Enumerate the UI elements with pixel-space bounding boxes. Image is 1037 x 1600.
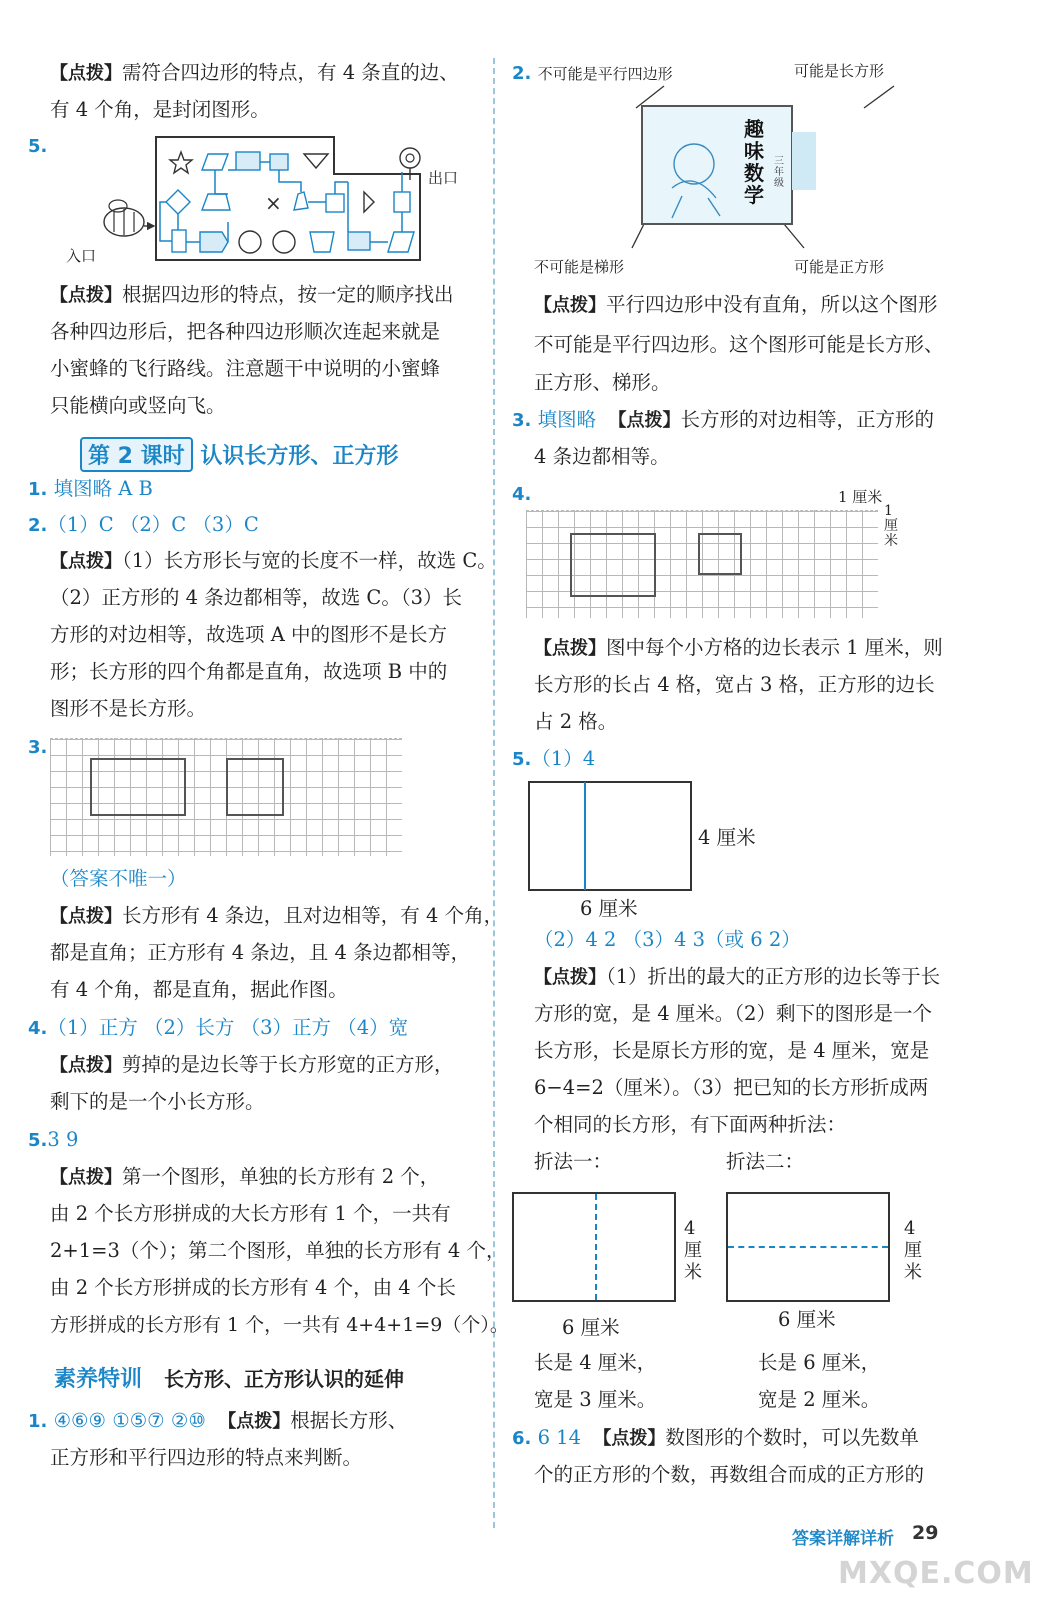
rectangle-shape-2 bbox=[394, 192, 410, 212]
fold-side-label: 4 厘米 bbox=[698, 826, 756, 849]
watermark: MXQE.COM bbox=[838, 1556, 1034, 1591]
tip-r5-line5: 个相同的长方形，有下面两种折法： bbox=[534, 1113, 847, 1136]
tip-a5-line2: 由 2 个长方形拼成的大长方形有 1 个，一共有 bbox=[50, 1202, 451, 1225]
lesson-title: 认识长方形、正方形 bbox=[200, 444, 399, 469]
quadrilateral-shape bbox=[294, 192, 308, 210]
grid-unit-horizontal: 1 厘米 bbox=[838, 488, 883, 506]
tip-a2-line4: 形；长方形的四个角都是直角，故选项 B 中的 bbox=[50, 660, 448, 683]
square-shape bbox=[270, 154, 288, 170]
lesson-badge: 第 2 课时 bbox=[80, 437, 193, 472]
tip-r5-line4: 6−4=2（厘米）。（3）把已知的长方形折成两 bbox=[534, 1076, 929, 1099]
tip-a3-line1: 【点拨】长方形有 4 条边，且对边相等，有 4 个角， bbox=[50, 904, 504, 927]
fold-rectangle bbox=[528, 781, 692, 891]
answer-3-note: （答案不唯一） bbox=[50, 867, 187, 890]
parallelogram-shape-2 bbox=[388, 232, 414, 252]
label-may-be-square: 可能是正方形 bbox=[794, 258, 885, 276]
tip-r2-line1: 【点拨】平行四边形中没有直角，所以这个图形 bbox=[534, 293, 938, 316]
rectangle-shape bbox=[236, 152, 260, 170]
grid-unit-vertical: 1 厘米 bbox=[884, 503, 898, 549]
fold-method-2-side: 4厘米 bbox=[904, 1218, 922, 1283]
square-shape-2 bbox=[326, 194, 344, 212]
tip-a5-line5: 方形拼成的长方形有 1 个，一共有 4+4+1=9（个）。 bbox=[50, 1314, 509, 1336]
book-title: 趣味数学 bbox=[744, 117, 764, 207]
fold-method-2-line bbox=[728, 1246, 888, 1248]
tip-a5-line1: 【点拨】第一个图形，单独的长方形有 2 个， bbox=[50, 1165, 440, 1188]
footer-answer-badge: 答案详解详析 bbox=[792, 1529, 894, 1549]
page-number: 29 bbox=[912, 1522, 939, 1544]
tip-q4-line1: 【点拨】需符合四边形的特点，有 4 条直的边、 bbox=[50, 61, 459, 84]
fold-line bbox=[584, 782, 586, 890]
tip-r4-line3: 占 2 格。 bbox=[534, 710, 618, 733]
tip-a3-line2: 都是直角；正方形有 4 条边，且 4 条边都相等， bbox=[50, 941, 471, 964]
answer-r4-rectangle bbox=[570, 533, 656, 597]
answer-1: 1. 填图略 A B bbox=[28, 477, 153, 500]
special-training-title: 长方形、正方形认识的延伸 bbox=[164, 1367, 405, 1391]
tip-a2-line5: 图形不是长方形。 bbox=[50, 697, 207, 720]
tip-a4-line1: 【点拨】剪掉的是边长等于长方形宽的正方形， bbox=[50, 1053, 454, 1076]
fold-method-2-result-1: 长是 6 厘米， bbox=[758, 1351, 881, 1374]
fold-bottom-label: 6 厘米 bbox=[580, 897, 638, 920]
answer-r5-rest: （2）4 2 （3）4 3（或 6 2） bbox=[534, 928, 801, 951]
tip-a2-line1: 【点拨】（1）长方形长与宽的长度不一样，故选 C。 bbox=[50, 549, 497, 572]
answer-r5: 5.（1）4 bbox=[512, 747, 596, 770]
answer-2: 2.（1）C （2）C （3）C bbox=[28, 513, 259, 536]
triangle-shape bbox=[304, 154, 328, 168]
answer-3-number: 3. bbox=[28, 737, 48, 758]
fold-method-1-line bbox=[595, 1194, 597, 1300]
question-2-top-labels: 2. 不可能是平行四边形 bbox=[512, 63, 673, 84]
tip-r5-line1: 【点拨】（1）折出的最大的正方形的边长等于长 bbox=[534, 965, 941, 988]
tip-q4-line2: 有 4 个角，是封闭图形。 bbox=[50, 98, 270, 121]
fold-method-1-bottom: 6 厘米 bbox=[562, 1316, 620, 1339]
tip-r3-line2: 4 条边都相等。 bbox=[534, 445, 670, 468]
tip-r2-line2: 不可能是平行四边形。这个图形可能是长方形、 bbox=[534, 333, 944, 356]
answer-r3: 3. 填图略 【点拨】长方形的对边相等，正方形的 bbox=[512, 408, 935, 431]
book-grade: 三年级 bbox=[774, 156, 784, 189]
answer-3-square bbox=[226, 758, 284, 816]
special-tip-line2: 正方形和平行四边形的特点来判断。 bbox=[50, 1446, 363, 1469]
question-number-5: 5. bbox=[28, 136, 48, 157]
tip-r5-line3: 长方形，长是原长方形的宽，是 4 厘米，宽是 bbox=[534, 1039, 930, 1062]
special-training-badge: 素养特训 bbox=[54, 1367, 143, 1392]
flower-icon bbox=[400, 148, 420, 168]
answer-4: 4.（1）正方 （2）长方 （3）正方 （4）宽 bbox=[28, 1016, 409, 1039]
fold-method-1-result-1: 长是 4 厘米， bbox=[534, 1351, 657, 1374]
tip-q5-line4: 只能横向或竖向飞。 bbox=[50, 394, 226, 417]
maze-entry-label: 入口 bbox=[66, 247, 97, 265]
fold-method-1-side: 4厘米 bbox=[684, 1218, 702, 1283]
star-shape bbox=[170, 152, 192, 173]
pentagon-shape bbox=[200, 232, 228, 252]
fold-method-2-bottom: 6 厘米 bbox=[778, 1308, 836, 1331]
special-training-heading bbox=[54, 1362, 404, 1393]
tip-r5-line2: 方形的宽，是 4 厘米。（2）剩下的图形是一个 bbox=[534, 1002, 932, 1025]
lesson-heading bbox=[80, 437, 398, 472]
circle-shape-2 bbox=[273, 231, 295, 253]
column-divider bbox=[493, 58, 495, 1528]
parallelogram-shape bbox=[202, 154, 228, 170]
tip-a3-line3: 有 4 个角，都是直角，据此作图。 bbox=[50, 978, 348, 1001]
fold-method-1-label: 折法一： bbox=[534, 1150, 613, 1173]
trapezoid-shape bbox=[202, 194, 230, 210]
fold-method-2-label: 折法二： bbox=[726, 1150, 805, 1173]
book-edge bbox=[792, 132, 816, 190]
answer-3-rectangle bbox=[90, 758, 186, 816]
tip-r6-line2: 个的正方形的个数，再数组合而成的正方形的 bbox=[534, 1463, 925, 1486]
tip-q5-line1: 【点拨】根据四边形的特点，按一定的顺序找出 bbox=[50, 283, 454, 306]
tip-r2-line3: 正方形、梯形。 bbox=[534, 371, 671, 394]
label-may-be-rectangle: 可能是长方形 bbox=[794, 62, 885, 80]
label-not-trapezoid: 不可能是梯形 bbox=[534, 258, 625, 276]
answer-5: 5.3 9 bbox=[28, 1128, 79, 1151]
rhombus-shape bbox=[166, 190, 190, 214]
trapezoid-shape-2 bbox=[310, 232, 334, 252]
fold-method-2-result-2: 宽是 2 厘米。 bbox=[758, 1388, 881, 1411]
answer-r6: 6. 6 14 【点拨】数图形的个数时，可以先数单 bbox=[512, 1426, 919, 1449]
answer-r4-number: 4. bbox=[512, 484, 532, 505]
rectangle-shape-3 bbox=[172, 230, 186, 252]
cross-mark: × bbox=[265, 191, 282, 215]
fold-method-1-result-2: 宽是 3 厘米。 bbox=[534, 1388, 657, 1411]
maze-exit-label: 出口 bbox=[428, 169, 459, 187]
tip-a2-line3: 方形的对边相等，故选项 A 中的图形不是长方 bbox=[50, 623, 447, 646]
tip-a2-line2: （2）正方形的 4 条边都相等，故选 C。（3）长 bbox=[50, 586, 462, 609]
circle-shape bbox=[239, 231, 261, 253]
tip-a5-line4: 由 2 个长方形拼成的长方形有 4 个，由 4 个长 bbox=[50, 1276, 456, 1299]
rectangle-shape-4 bbox=[348, 232, 370, 250]
tip-q5-line3: 小蜜蜂的飞行路线。注意题干中说明的小蜜蜂 bbox=[50, 357, 441, 380]
tip-r4-line1: 【点拨】图中每个小方格的边长表示 1 厘米，则 bbox=[534, 636, 943, 659]
special-answer-1: 1. ④⑥⑨ ①⑤⑦ ②⑩ 【点拨】根据长方形、 bbox=[28, 1409, 408, 1432]
tip-a4-line2: 剩下的是一个小长方形。 bbox=[50, 1090, 265, 1113]
triangle-shape-2 bbox=[364, 192, 374, 212]
tip-q5-line2: 各种四边形后，把各种四边形顺次连起来就是 bbox=[50, 320, 441, 343]
tip-a5-line3: 2+1=3（个）；第二个图形，单独的长方形有 4 个， bbox=[50, 1239, 506, 1262]
tip-r4-line2: 长方形的长占 4 格，宽占 3 格，正方形的边长 bbox=[534, 673, 935, 696]
bee-maze-figure bbox=[78, 132, 498, 262]
answer-r4-square bbox=[698, 533, 742, 575]
fold-method-1-rectangle bbox=[512, 1192, 676, 1302]
